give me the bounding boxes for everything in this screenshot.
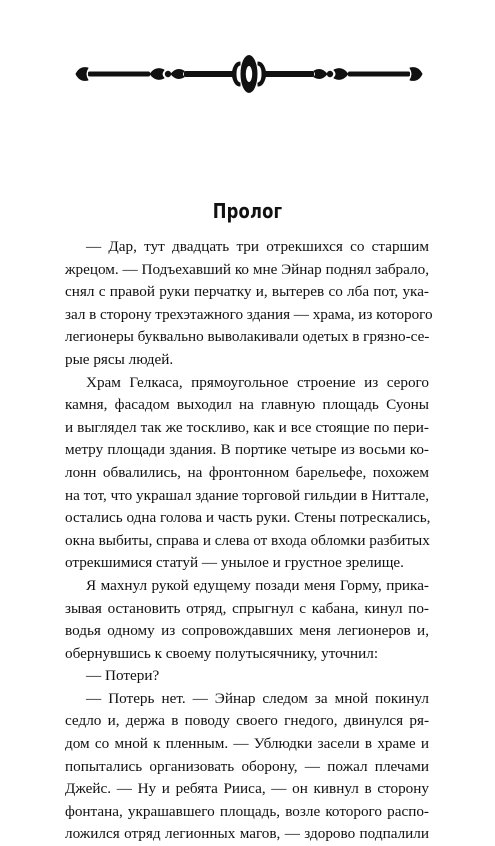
text-line: камня, фасадом выходил на главную площадь Суоны <box>65 396 429 414</box>
paragraph <box>65 236 433 372</box>
text-line: рые рясы людей. <box>65 350 174 368</box>
text-line: Я махнул рукой едущему позади меня Горму, прика- <box>86 576 429 594</box>
paragraph <box>65 575 429 665</box>
text-line: фонтана, украшавшего площадь, возле которого распо- <box>65 802 429 820</box>
paragraph <box>65 372 429 575</box>
chapter-ornament <box>74 52 424 96</box>
body-text <box>65 236 433 846</box>
text-line: дом со мной к пленным. — Ублюдки засели в храме и <box>65 735 429 753</box>
text-line: Храм Гелкаса, прямоугольное строение из серого <box>86 373 429 391</box>
text-line: на тот, что украшал здание торговой гильдии в Ниттале, <box>65 486 430 504</box>
text-line: отрекшимися статуй — унылое и грустное зрелище. <box>65 554 404 572</box>
text-line: попытались организовать оборону, — пожал плечами <box>65 757 429 775</box>
text-line: седло и, держа в поводу своего гнедого, двинулся ря- <box>65 712 429 730</box>
text-line: — Дар, тут двадцать три отрекшихся со старшим <box>86 238 429 255</box>
text-line: жрецом. — Подъехавший ко мне Эйнар поднял забрало, <box>65 260 429 278</box>
text-line: и выглядел так же тоскливо, как и все стоящие по пери- <box>65 418 429 436</box>
text-line: Джейс. — Ну и ребята Рииса, — он кивнул в сторону <box>65 780 429 798</box>
text-line: снял с правой руки перчатку и, вытерев со лба пот, ука- <box>65 283 429 301</box>
text-line: остались одна голова и часть руки. Стены потрескались, <box>65 509 431 527</box>
text-line: — Потери? <box>86 667 160 685</box>
text-line: — Потерь нет. — Эйнар следом за мной покинул <box>86 689 429 707</box>
text-line: метру площади здания. В портике четыре из восьми ко- <box>65 441 429 459</box>
text-line: легионеры буквально выволакивали одетых в грязно-се- <box>65 328 430 346</box>
text-line: водья одному из сопровождавших меня легионеров и, <box>65 622 429 640</box>
paragraph <box>65 665 429 688</box>
paragraph <box>65 688 429 846</box>
text-line: обернувшись к своему полутысячнику, уточнил: <box>65 644 379 662</box>
text-line: лонн обвалились, на фронтонном барельефе, похожем <box>65 463 429 481</box>
text-line: ложился отряд легионных магов, — здорово подпалили <box>65 825 429 843</box>
text-line: зывая остановить отряд, спрыгнул с кабана, кинул по- <box>65 599 429 617</box>
text-line: зал в сторону трехэтажного здания — храма, из которого <box>65 305 433 323</box>
text-line: окна выбиты, справа и слева от входа обломки разбитых <box>65 531 430 549</box>
chapter-title: Пролог <box>212 199 283 223</box>
